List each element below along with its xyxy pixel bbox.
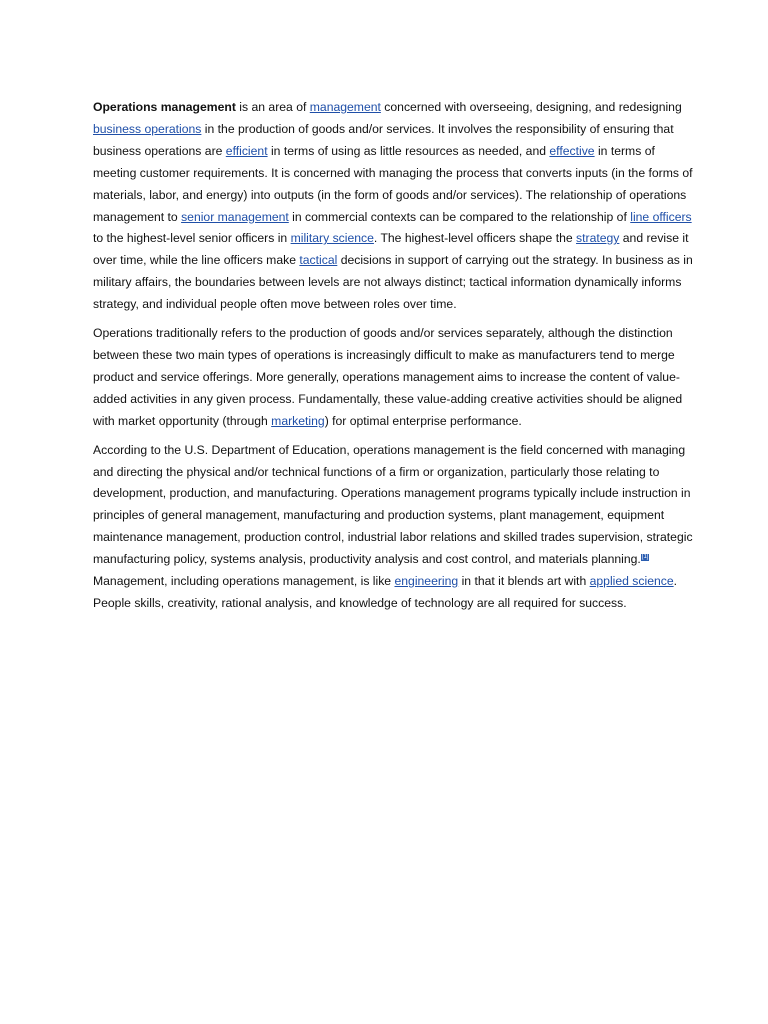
- document-body: [93, 97, 693, 622]
- text-run: Operations traditionally refers to the production of goods and/or services separately, although the distinction between these two main types of operations is increasingly difficult to make as manufacturers tend to merge product and service offerings. More generally, operations management aims to increase the content of value-added activities in any given process. Fundamentally, these value-adding creative activities should be aligned with market opportunity (through: [93, 326, 683, 428]
- text-run: in terms of meeting customer requirements. It is concerned with managing the process that converts inputs (in the forms of materials, labor, and energy) into outputs (in the form of goods and/or services). The relationship of operations management to: [93, 143, 693, 224]
- text-run: in terms of using as little resources as needed, and: [267, 143, 550, 158]
- text-run: Management, including operations management, is like: [93, 574, 395, 589]
- citation-link[interactable]: [1]: [641, 554, 649, 561]
- citation: [641, 554, 650, 560]
- paragraph-3: [93, 440, 693, 615]
- link-efficient[interactable]: efficient: [225, 143, 268, 158]
- text-run: in commercial contexts can be compared to the relationship of: [288, 209, 631, 224]
- text-run: . The highest-level officers shape the: [373, 231, 577, 246]
- link-engineering[interactable]: engineering: [394, 574, 459, 589]
- text-run: in the production of goods and/or services. It involves the responsibility of ensuring that business operations are: [93, 121, 674, 158]
- link-strategy[interactable]: strategy: [576, 231, 620, 246]
- text-run: concerned with overseeing, designing, and redesigning: [380, 100, 682, 114]
- link-tactical[interactable]: tactical: [299, 253, 338, 268]
- text-run: ) for optimal enterprise performance.: [324, 413, 522, 428]
- link-line-officers[interactable]: line officers: [630, 209, 692, 224]
- text-run: in that it blends art with: [458, 574, 590, 589]
- link-applied-science[interactable]: applied science: [589, 574, 674, 589]
- paragraph-2: [93, 323, 693, 433]
- link-marketing[interactable]: marketing: [271, 413, 325, 428]
- text-run: According to the U.S. Department of Education, operations management is the field concerned with managing and directing the physical and/or technical functions of a firm or organization, particularly those relating to development, production, and manufacturing. Operations management programs typically include instruction in principles of general management, manufacturing and production systems, plant management, equipment maintenance management, production control, industrial labor relations and skilled trades supervision, strategic manufacturing policy, systems analysis, productivity analysis and cost control, and materials planning.: [93, 442, 693, 567]
- link-effective[interactable]: effective: [549, 143, 595, 158]
- link-senior-management[interactable]: senior management: [181, 209, 289, 224]
- text-run: is an area of: [235, 100, 310, 114]
- link-business-operations[interactable]: business operations: [93, 121, 202, 136]
- paragraph-1: [93, 97, 693, 316]
- text-run: to the highest-level senior officers in: [93, 231, 291, 246]
- text-run: and revise it over time, while the line officers make: [93, 231, 689, 268]
- text-run: . People skills, creativity, rational analysis, and knowledge of technology are all required for success.: [93, 574, 678, 610]
- link-management[interactable]: management: [309, 100, 381, 114]
- bold-term: Operations management: [93, 100, 236, 114]
- text-run: decisions in support of carrying out the strategy. In business as in military affairs, the boundaries between levels are not always distinct; tactical information dynamically informs strategy, and individual people often move between roles over time.: [93, 253, 693, 312]
- link-military-science[interactable]: military science: [290, 231, 374, 246]
